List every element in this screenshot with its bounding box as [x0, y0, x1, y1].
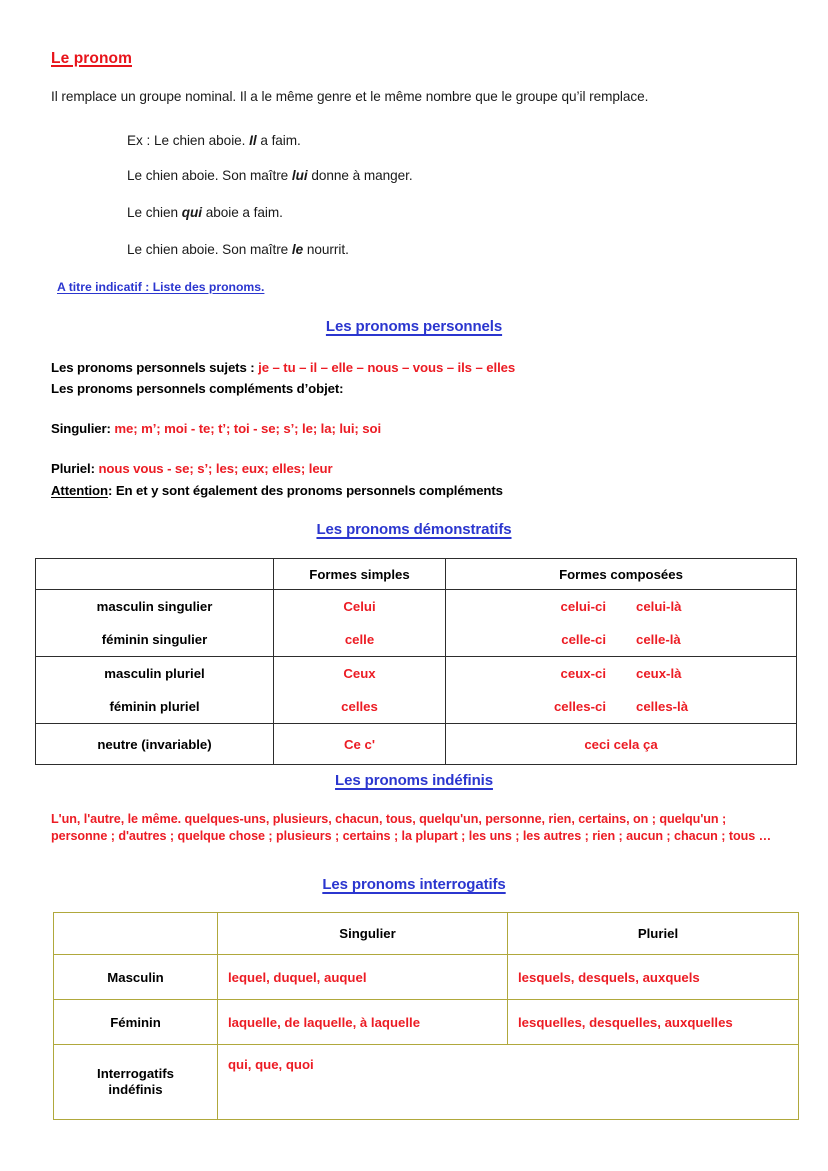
- intro-paragraph: Il remplace un groupe nominal. Il a le même genre et le même nombre que le groupe qu’il remplace.: [51, 89, 649, 104]
- demo-label-masculin-pluriel: masculin pluriel: [36, 657, 274, 691]
- table-row: [36, 623, 797, 657]
- demo-composed-mp-b: ceux-là: [636, 666, 682, 681]
- inter-label-interrogatifs-indefinis: [54, 1045, 218, 1120]
- demo-simple-masculin-singulier: Celui: [274, 590, 446, 624]
- personnels-attention-label: Attention: [51, 483, 108, 498]
- demo-composed-neutre: ceci cela ça: [446, 724, 797, 765]
- table-header-row: [36, 559, 797, 590]
- pronoun-list-link[interactable]: A titre indicatif : Liste des pronoms.: [57, 280, 265, 294]
- inter-label-masculin: Masculin: [54, 955, 218, 1000]
- demo-composed-fs-b: celle-là: [636, 632, 681, 647]
- example-4-prefix: Le chien aboie. Son maître: [127, 242, 292, 257]
- example-2-suffix: donne à manger.: [307, 168, 413, 183]
- example-1-prefix: Ex : Le chien aboie.: [127, 133, 250, 148]
- heading-pronoms-personnels: [0, 318, 828, 335]
- demo-label-masculin-singulier: masculin singulier: [36, 590, 274, 624]
- inter-label-line-1: Interrogatifs: [97, 1066, 174, 1081]
- demonstratifs-table: [35, 558, 797, 765]
- personnels-singulier-label: Singulier:: [51, 421, 115, 436]
- inter-singulier-feminin: laquelle, de laquelle, à laquelle: [218, 1000, 508, 1045]
- table-header-row: [54, 913, 799, 955]
- example-4-suffix: nourrit.: [303, 242, 349, 257]
- indefinis-paragraph: L'un, l'autre, le même. quelques-uns, plusieurs, chacun, tous, quelqu'un, personne, rien, certains, on ; quelqu'un ; personne ; d'autres ; quelque chose ; plusieurs ; certains ; la plupart ; les uns ; les autres ; rien ; aucun ; chacun ; tous …: [51, 812, 772, 843]
- example-3-emphasis: qui: [181, 205, 202, 220]
- table-row: [54, 1000, 799, 1045]
- demo-composed-feminin-singulier: [446, 623, 797, 657]
- demo-composed-fp-a: celles-ci: [553, 699, 606, 714]
- personnels-pluriel-value: nous vous - se; s’; les; eux; elles; leur: [98, 461, 333, 476]
- example-2-emphasis: lui: [291, 168, 308, 183]
- example-3-prefix: Le chien: [127, 205, 182, 220]
- demo-composed-fs-a: celle-ci: [561, 632, 606, 647]
- inter-header-empty: [54, 913, 218, 955]
- inter-label-line-2: indéfinis: [108, 1082, 163, 1097]
- interrogatifs-table: [53, 912, 799, 1120]
- personnels-sujets-line: [51, 360, 515, 375]
- personnels-singulier-line: [51, 421, 381, 436]
- demo-label-neutre: neutre (invariable): [36, 724, 274, 765]
- demo-header-formes-composees: Formes composées: [446, 559, 797, 590]
- personnels-pluriel-line: [51, 461, 333, 476]
- demo-label-feminin-pluriel: féminin pluriel: [36, 690, 274, 724]
- inter-header-singulier: Singulier: [218, 913, 508, 955]
- demo-composed-fp-b: celles-là: [636, 699, 689, 714]
- example-line-4: [127, 242, 349, 257]
- example-3-suffix: aboie a faim.: [201, 205, 283, 220]
- example-1-emphasis: Il: [249, 133, 257, 148]
- demo-composed-masculin-singulier: [446, 590, 797, 624]
- inter-pluriel-masculin: lesquels, desquels, auxquels: [508, 955, 799, 1000]
- table-row: [54, 1045, 799, 1120]
- inter-label-feminin: Féminin: [54, 1000, 218, 1045]
- demo-composed-feminin-pluriel: [446, 690, 797, 724]
- table-row: [36, 724, 797, 765]
- personnels-pluriel-label: Pluriel:: [51, 461, 99, 476]
- example-4-emphasis: le: [291, 242, 304, 257]
- heading-pronoms-interrogatifs: [0, 876, 828, 893]
- inter-pluriel-feminin: lesquelles, desquelles, auxquelles: [508, 1000, 799, 1045]
- demo-simple-neutre: Ce c': [274, 724, 446, 765]
- personnels-complements-label: Les pronoms personnels compléments d’objet:: [51, 381, 344, 396]
- demo-composed-masculin-pluriel: [446, 657, 797, 691]
- demo-label-feminin-singulier: féminin singulier: [36, 623, 274, 657]
- heading-pronoms-indefinis: [0, 772, 828, 789]
- heading-pronoms-personnels-text: Les pronoms personnels: [325, 318, 503, 335]
- example-1-suffix: a faim.: [256, 133, 301, 148]
- personnels-attention-text: : En et y sont également des pronoms personnels compléments: [107, 483, 503, 498]
- example-line-1: [127, 133, 301, 148]
- demo-header-formes-simples: Formes simples: [274, 559, 446, 590]
- personnels-sujets-label: Les pronoms personnels sujets :: [51, 360, 259, 375]
- inter-value-interrogatifs-indefinis: qui, que, quoi: [218, 1045, 799, 1120]
- table-row: [36, 657, 797, 691]
- table-row: [36, 690, 797, 724]
- personnels-attention-line: [51, 483, 503, 498]
- personnels-sujets-value: je – tu – il – elle – nous – vous – ils – elles: [258, 360, 516, 375]
- example-2-prefix: Le chien aboie. Son maître: [127, 168, 292, 183]
- heading-pronoms-demonstratifs: [0, 521, 828, 538]
- table-row: [54, 955, 799, 1000]
- heading-pronoms-interrogatifs-text: Les pronoms interrogatifs: [322, 876, 506, 893]
- demo-simple-masculin-pluriel: Ceux: [274, 657, 446, 691]
- example-line-3: [127, 205, 283, 220]
- inter-singulier-masculin: lequel, duquel, auquel: [218, 955, 508, 1000]
- heading-pronoms-indefinis-text: Les pronoms indéfinis: [335, 772, 493, 789]
- heading-pronoms-demonstratifs-text: Les pronoms démonstratifs: [316, 521, 512, 538]
- demo-simple-feminin-singulier: celle: [274, 623, 446, 657]
- demo-header-empty: [36, 559, 274, 590]
- demo-simple-feminin-pluriel: celles: [274, 690, 446, 724]
- demo-composed-ms-a: celui-ci: [560, 599, 606, 614]
- demo-composed-ms-b: celui-là: [636, 599, 682, 614]
- inter-header-pluriel: Pluriel: [508, 913, 799, 955]
- page-title: Le pronom: [51, 50, 132, 67]
- personnels-singulier-value: me; m’; moi - te; t’; toi - se; s’; le; la; lui; soi: [114, 421, 382, 436]
- table-row: [36, 590, 797, 624]
- example-line-2: [127, 168, 413, 183]
- demo-composed-mp-a: ceux-ci: [560, 666, 606, 681]
